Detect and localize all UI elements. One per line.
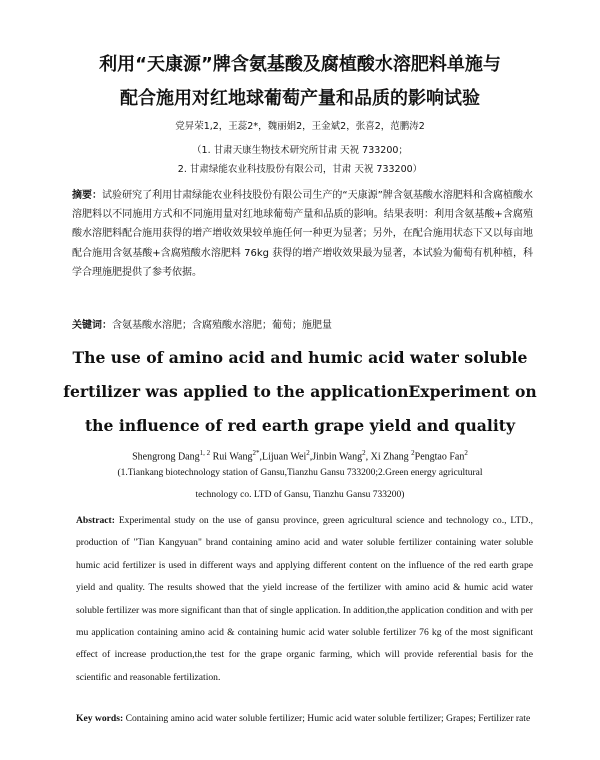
chinese-authors: 党昇荣1,2，王蕊2*，魏丽娟2，王金斌2，张喜2，范鹏涛2 — [175, 121, 425, 132]
author-affiliation-mark: 2 — [411, 449, 415, 457]
author-name: Pengtao Fan — [414, 451, 465, 463]
chinese-abstract — [72, 186, 533, 282]
chinese-affiliation-1: （1. 甘肃天康生物技术研究所甘肃 天祝 733200； — [192, 145, 408, 156]
chinese-title-line-1: 利用“天康源”牌含氨基酸及腐植酸水溶肥料单施与 — [99, 54, 501, 75]
chinese-abstract-label: 摘要： — [72, 190, 103, 201]
english-affiliation-line-1: (1.Tiankang biotechnology station of Gansu,Tianzhu Gansu 733200;2.Green energy agricultural — [117, 468, 483, 478]
author-name: Jinbin Wang — [312, 451, 363, 463]
chinese-affiliation-2: 2. 甘肃绿能农业科技股份有限公司，甘肃 天祝 733200） — [177, 164, 423, 175]
chinese-keywords-text: 含氨基酸水溶肥；含腐殖酸水溶肥；葡萄；施肥量 — [112, 320, 332, 331]
author-affiliation-mark: 2 — [362, 449, 366, 457]
english-keywords — [76, 708, 533, 730]
english-abstract-label: Abstract: — [76, 515, 115, 526]
chinese-keywords — [72, 319, 533, 333]
author-name: Lijuan Wei — [261, 451, 307, 463]
english-title-line-1: The use of amino acid and humic acid water soluble — [72, 348, 528, 367]
english-authors: Shengrong Dang$^{1, 2}$ Rui Wang$^{2*}$,Lijuan Wei$^2$,Jinbin Wang$^2$, Xi Zhang $^2$Pengtao Fan$^2$ — [132, 449, 468, 463]
english-keywords-label: Key words: — [76, 713, 124, 724]
english-title-line-2: fertilizer was applied to the applicationExperiment on — [63, 382, 537, 401]
english-keywords-text: Containing amino acid water soluble fertilizer; Humic acid water soluble fertilizer; Grapes; Fertilizer rate — [125, 713, 531, 724]
author-name: Rui Wang — [212, 451, 253, 463]
author-affiliation-mark: 2* — [252, 449, 260, 457]
english-title-line-3: the influence of red earth grape yield and quality — [84, 416, 516, 435]
author-name: Xi Zhang — [370, 451, 412, 463]
author-affiliation-mark: 2 — [464, 449, 468, 457]
chinese-title-line-2: 配合施用对红地球葡萄产量和品质的影响试验 — [120, 88, 480, 109]
english-abstract-text: Experimental study on the use of gansu province, green agricultural science and technology co., LTD., production of "Tian Kangyuan" brand containing amino acid and water soluble fertilizer containing water soluble humic acid fertilizer is used in different ways and applying different content on the influence of the red earth grape yield and quality. The results showed that the yield increase of the fertilizer with amino acid & humic acid water soluble fertilizer was more significant than that of single application. In addition,the application condition and with per mu application containing amino acid & containing humic acid water soluble fertilizer 76 kg of the most significant effect of increase production,the test for the grape organic farming, which will provide referential basis for the scientific and reasonable fertilization. — [76, 515, 533, 683]
author-affiliation-mark: 2 — [306, 449, 310, 457]
english-affiliation-line-2: technology co. LTD of Gansu, Tianzhu Gansu 733200) — [195, 490, 405, 500]
author-affiliation-mark: 1, 2 — [199, 449, 211, 457]
author-name: Shengrong Dang — [132, 451, 200, 463]
english-abstract — [76, 510, 533, 689]
chinese-abstract-text: 试验研究了利用甘肃绿能农业科技股份有限公司生产的“天康源”牌含氨基酸水溶肥料和含腐植酸水溶肥料以不同施用方式和不同施用量对红地球葡萄产量和品质的影响。结果表明：利用含氨基酸+含腐殖酸水溶肥料配合施用获得的增产增收效果较单施任何一种更为显著；另外，在配合施用状态下又以每亩地配合施用含氨基酸+含腐殖酸水溶肥料 76kg 获得的增产增收效果最为显著，本试验为葡萄有机种植，科学合理施肥提供了参考依据。 — [72, 190, 533, 278]
chinese-keywords-label: 关键词： — [72, 320, 112, 331]
